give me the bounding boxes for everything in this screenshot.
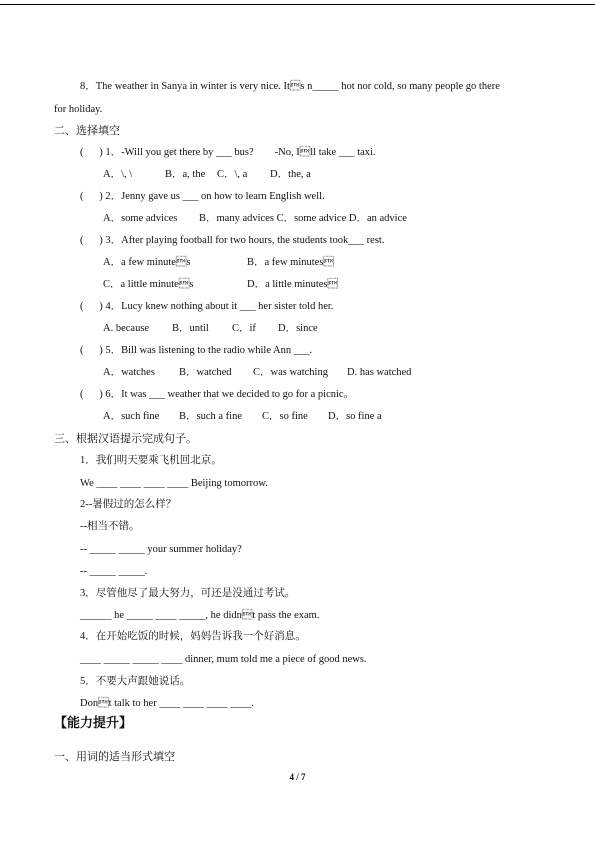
section-3-title: 三、根据汉语提示完成句子。 (54, 433, 197, 445)
q1-option-c: C．\, a (217, 169, 248, 180)
question-6-stem: ( ) 6．It was ___ weather that we decided to go for a picnic。 (80, 389, 355, 400)
q2-option-a: A．some advices (103, 213, 178, 224)
s3-line-8: ______ he _____ ____ _____, he didnt pass the exam. (80, 610, 320, 621)
s3-line-4: --相当不错。 (80, 521, 140, 532)
q6-option-c: C．so fine (262, 411, 308, 422)
ability-heading: 【能力提升】 (54, 716, 133, 731)
s3-line-3: 2--暑假过的怎么样？ (80, 499, 177, 510)
q5-option-b: B．watched (179, 367, 232, 378)
q4-option-c: C．if (232, 323, 256, 334)
q1-option-a: A．\, \ (103, 169, 133, 180)
q3-option-a: A．a few minutes (103, 257, 191, 268)
q8-line-2: for holiday. (54, 104, 103, 115)
s3-line-6: -- _____ _____. (80, 566, 148, 577)
section-2-title: 二、选择填空 (54, 125, 120, 137)
question-4-stem: ( ) 4．Lucy knew nothing about it ___ her sister told her. (80, 301, 334, 312)
q6-option-b: B．such a fine (179, 411, 242, 422)
q1-option-d: D．the, a (270, 169, 311, 180)
q6-option-d: D．so fine a (328, 411, 382, 422)
q6-option-a: A．such fine (103, 411, 160, 422)
q1-option-b: B．a, the (165, 169, 206, 180)
q3-option-c: C．a little minutes (103, 279, 194, 290)
s3-line-11: 5．不要大声跟她说话。 (80, 676, 191, 687)
q4-option-d: D．since (278, 323, 318, 334)
q8-line-1: 8．The weather in Sanya in winter is very nice. Its n_____ hot nor cold, so many people go there (80, 81, 500, 92)
question-1-stem: ( ) 1．-Will you get there by ___ bus? -No, Ill take ___ taxi. (80, 147, 376, 158)
question-3-stem: ( ) 3．After playing football for two hours, the students took___ rest. (80, 235, 385, 246)
s3-line-7: 3．尽管他尽了最大努力，可还是没通过考试。 (80, 588, 296, 599)
q3-option-b: B．a few minutes (247, 257, 334, 268)
next-section-title: 一、用词的适当形式填空 (54, 751, 175, 763)
s3-line-12: Dont talk to her ____ ____ ____ ____. (80, 698, 254, 709)
s3-line-1: 1．我们明天要乘飞机回北京。 (80, 455, 222, 466)
s3-line-10: ____ _____ _____ ____ dinner, mum told me a piece of good news. (80, 654, 367, 665)
q4-option-a: A. because (103, 323, 150, 334)
s3-line-5: -- _____ _____ your summer holiday? (80, 544, 242, 555)
question-2-stem: ( ) 2．Jenny gave us ___ on how to learn English well. (80, 191, 325, 202)
q4-option-b: B．until (172, 323, 209, 334)
q5-option-d: D. has watched (347, 367, 412, 378)
s3-line-9: 4．在开始吃饭的时候，妈妈告诉我一个好消息。 (80, 631, 306, 642)
q2-options-bcd: B．many advices C．some advice D．an advice (199, 213, 407, 224)
s3-line-2: We ____ ____ ____ ____ Beijing tomorrow. (80, 478, 268, 489)
header-rule (0, 4, 595, 5)
q3-option-d: D．a little minutes (247, 279, 338, 290)
page-number: 4 / 7 (289, 772, 306, 782)
question-5-stem: ( ) 5．Bill was listening to the radio while Ann ___. (80, 345, 313, 356)
q5-option-a: A．watches (103, 367, 155, 378)
q5-option-c: C．was watching (253, 367, 328, 378)
